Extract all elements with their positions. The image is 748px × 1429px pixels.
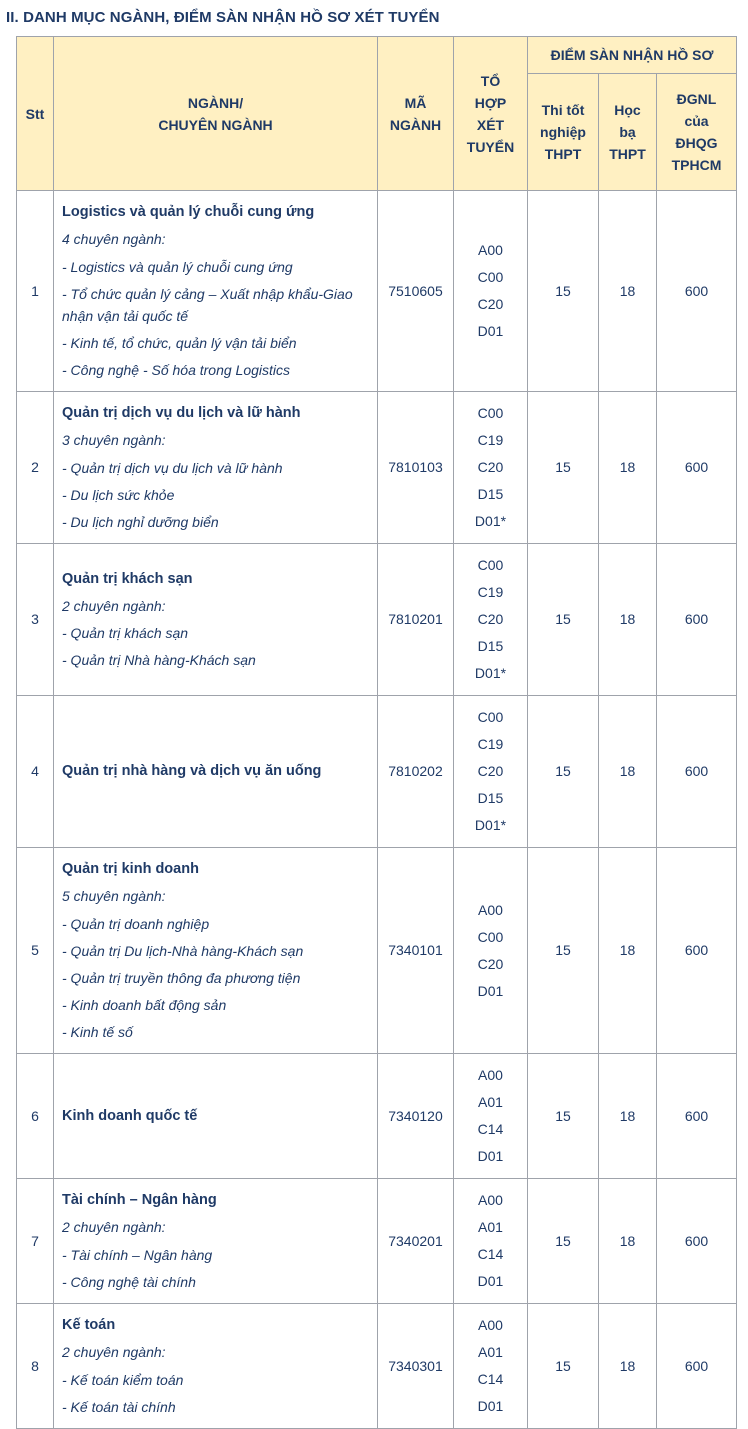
- row-dgnl-score: 600: [657, 392, 737, 544]
- row-dgnl-score: 600: [657, 1054, 737, 1179]
- major-name: Kinh doanh quốc tế: [62, 1107, 198, 1124]
- specialization-item: - Kinh tế, tổ chức, quản lý vận tải biển: [62, 334, 297, 351]
- combination-code: D01: [477, 1273, 504, 1289]
- row-dgnl-score: 600: [657, 191, 737, 392]
- major-name: Quản trị kinh doanh: [62, 861, 199, 877]
- row-stt: 8: [17, 1304, 54, 1429]
- row-thpt-score: 15: [528, 1054, 599, 1179]
- combination-code: C20: [477, 763, 504, 779]
- specialization-item: - Quản trị khách sạn: [62, 625, 189, 641]
- row-hocba-score: 18: [599, 1179, 657, 1304]
- table-header: [17, 37, 737, 191]
- row-hocba-score: 18: [599, 696, 657, 848]
- row-thpt-score: 15: [528, 848, 599, 1054]
- table-row: [17, 1179, 737, 1304]
- major-subtitle: 3 chuyên ngành:: [62, 432, 166, 448]
- row-hocba-score: 18: [599, 848, 657, 1054]
- row-thpt-score: 15: [528, 1304, 599, 1429]
- row-thpt-score: 15: [528, 191, 599, 392]
- row-stt: 3: [17, 544, 54, 696]
- header-stt: Stt: [17, 37, 54, 191]
- header-thpt: Thi tốt nghiệp THPT: [528, 74, 599, 191]
- combination-code: C20: [477, 611, 504, 627]
- major-subtitle: 2 chuyên ngành:: [62, 1219, 166, 1235]
- row-code: 7810201: [378, 544, 454, 696]
- row-stt: 1: [17, 191, 54, 392]
- combination-code: D01*: [474, 817, 507, 833]
- row-combinations: [454, 696, 528, 848]
- major-subtitle: 2 chuyên ngành:: [62, 1344, 166, 1360]
- row-stt: 5: [17, 848, 54, 1054]
- row-major: [54, 696, 378, 848]
- major-name: Kế toán: [62, 1317, 116, 1333]
- combination-code: C20: [477, 459, 504, 475]
- combination-code: D15: [477, 486, 504, 502]
- combination-code: D01: [477, 323, 504, 339]
- header-dgnl: ĐGNL của ĐHQG TPHCM: [657, 74, 737, 191]
- table-row: [17, 392, 737, 544]
- major-name: Logistics và quản lý chuỗi cung ứng: [62, 204, 315, 220]
- row-code: 7340301: [378, 1304, 454, 1429]
- row-major: [54, 544, 378, 696]
- combination-code: C00: [477, 709, 504, 725]
- combination-code: D01: [477, 982, 504, 999]
- row-thpt-score: 15: [528, 1179, 599, 1304]
- header-hocba: Học bạ THPT: [599, 74, 657, 191]
- table-row: [17, 191, 737, 392]
- row-combinations: [454, 392, 528, 544]
- row-code: 7340120: [378, 1054, 454, 1179]
- specialization-item: - Logistics và quản lý chuỗi cung ứng: [62, 258, 293, 275]
- combination-code: D01*: [474, 665, 507, 681]
- combination-code: D01: [477, 1398, 504, 1414]
- row-major: [54, 1054, 378, 1179]
- major-name: Tài chính – Ngân hàng: [62, 1192, 217, 1208]
- specialization-item: - Quản trị Du lịch-Nhà hàng-Khách sạn: [62, 942, 304, 959]
- specialization-item: - Công nghệ tài chính: [62, 1273, 196, 1290]
- row-combinations: [454, 544, 528, 696]
- row-combinations: [454, 848, 528, 1054]
- combination-code: C14: [477, 1121, 504, 1137]
- specialization-item: - Du lịch sức khỏe: [62, 486, 175, 503]
- specialization-item: - Quản trị Nhà hàng-Khách sạn: [62, 652, 256, 668]
- table-row: [17, 544, 737, 696]
- specialization-item: - Quản trị dịch vụ du lịch và lữ hành: [62, 459, 283, 476]
- row-code: 7340201: [378, 1179, 454, 1304]
- row-major: [54, 392, 378, 544]
- row-combinations: [454, 1179, 528, 1304]
- combination-code: C20: [477, 955, 504, 972]
- row-hocba-score: 18: [599, 191, 657, 392]
- row-major: [54, 1179, 378, 1304]
- major-name: Quản trị dịch vụ du lịch và lữ hành: [62, 405, 301, 421]
- header-code: MÃ NGÀNH: [378, 37, 454, 191]
- combination-code: A00: [478, 242, 503, 258]
- row-thpt-score: 15: [528, 544, 599, 696]
- specialization-item: - Tài chính – Ngân hàng: [62, 1246, 213, 1263]
- combination-code: A00: [478, 901, 503, 918]
- specialization-item: - Du lịch nghỉ dưỡng biển: [62, 513, 219, 530]
- row-dgnl-score: 600: [657, 848, 737, 1054]
- specialization-item: - Kế toán kiểm toán: [62, 1371, 184, 1388]
- specialization-item: - Tổ chức quản lý cảng – Xuất nhập khẩu-Giao nhận vận tải quốc tế: [62, 285, 353, 324]
- specialization-item: - Công nghệ - Số hóa trong Logistics: [62, 361, 291, 378]
- row-stt: 7: [17, 1179, 54, 1304]
- row-combinations: [454, 1304, 528, 1429]
- major-subtitle: 2 chuyên ngành:: [62, 597, 166, 614]
- major-subtitle: 5 chuyên ngành:: [62, 888, 166, 904]
- combination-code: C19: [477, 736, 504, 752]
- row-stt: 4: [17, 696, 54, 848]
- table-body: [17, 191, 737, 1429]
- major-name: Quản trị khách sạn: [62, 570, 193, 587]
- combination-code: A00: [478, 1067, 503, 1083]
- row-major: [54, 191, 378, 392]
- header-combination: TỔ HỢP XÉT TUYỂN: [454, 37, 528, 191]
- specialization-item: - Kinh doanh bất động sản: [62, 996, 227, 1013]
- combination-code: A01: [478, 1344, 503, 1360]
- row-dgnl-score: 600: [657, 1304, 737, 1429]
- row-combinations: [454, 191, 528, 392]
- row-hocba-score: 18: [599, 392, 657, 544]
- combination-code: A00: [478, 1317, 503, 1333]
- page-title: II. DANH MỤC NGÀNH, ĐIỂM SÀN NHẬN HỒ SƠ XÉT TUYỂN: [6, 9, 440, 26]
- table-row: [17, 1304, 737, 1429]
- specialization-item: - Kinh tế số: [62, 1023, 133, 1040]
- row-dgnl-score: 600: [657, 696, 737, 848]
- table-row: [17, 1054, 737, 1179]
- admission-table: [16, 36, 737, 1429]
- combination-code: A01: [478, 1094, 503, 1110]
- major-name: Quản trị nhà hàng và dịch vụ ăn uống: [62, 763, 322, 779]
- combination-code: C00: [477, 557, 504, 573]
- specialization-item: - Quản trị truyền thông đa phương tiện: [62, 969, 301, 986]
- combination-code: C19: [477, 432, 504, 448]
- combination-code: D01: [477, 1148, 504, 1164]
- row-combinations: [454, 1054, 528, 1179]
- specialization-item: - Quản trị doanh nghiệp: [62, 915, 210, 932]
- row-hocba-score: 18: [599, 1304, 657, 1429]
- row-code: 7510605: [378, 191, 454, 392]
- row-thpt-score: 15: [528, 696, 599, 848]
- row-thpt-score: 15: [528, 392, 599, 544]
- row-dgnl-score: 600: [657, 544, 737, 696]
- row-hocba-score: 18: [599, 1054, 657, 1179]
- combination-code: C14: [477, 1246, 504, 1262]
- combination-code: C14: [477, 1371, 504, 1387]
- table-row: [17, 696, 737, 848]
- row-stt: 2: [17, 392, 54, 544]
- combination-code: A00: [478, 1192, 503, 1208]
- row-code: 7340101: [378, 848, 454, 1054]
- combination-code: D01*: [474, 513, 507, 529]
- row-code: 7810103: [378, 392, 454, 544]
- row-code: 7810202: [378, 696, 454, 848]
- combination-code: C20: [477, 296, 504, 312]
- combination-code: C00: [477, 405, 504, 421]
- row-major: [54, 848, 378, 1054]
- row-hocba-score: 18: [599, 544, 657, 696]
- row-dgnl-score: 600: [657, 1179, 737, 1304]
- combination-code: D15: [477, 638, 504, 654]
- combination-code: C19: [477, 584, 504, 600]
- combination-code: C00: [477, 269, 504, 285]
- table-row: [17, 848, 737, 1054]
- row-major: [54, 1304, 378, 1429]
- combination-code: C00: [477, 928, 504, 945]
- specialization-item: - Kế toán tài chính: [62, 1398, 176, 1415]
- major-subtitle: 4 chuyên ngành:: [62, 231, 166, 247]
- row-stt: 6: [17, 1054, 54, 1179]
- combination-code: A01: [478, 1219, 503, 1235]
- header-major: NGÀNH/ CHUYÊN NGÀNH: [54, 37, 378, 191]
- combination-code: D15: [477, 790, 504, 806]
- header-threshold-group: ĐIỂM SÀN NHẬN HỒ SƠ: [528, 37, 737, 74]
